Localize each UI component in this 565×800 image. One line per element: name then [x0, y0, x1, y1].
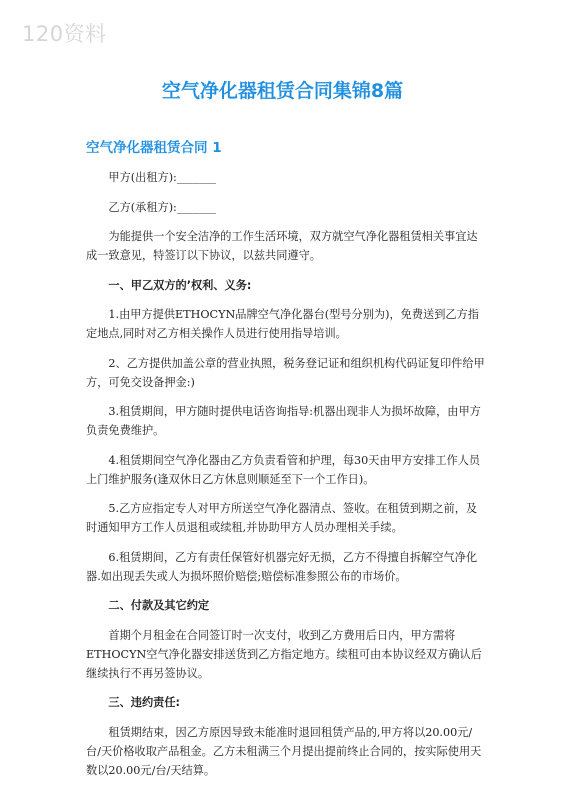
paragraph: 2、乙方提供加盖公章的营业执照，税务登记证和组织机构代码证复印件给甲方，可免交设备押金:)	[86, 356, 485, 389]
clause-heading: 三、违约责任:	[108, 696, 180, 709]
paragraph: 乙方(承租方):_______	[108, 200, 216, 214]
document-title: 空气净化器租赁合同集锦8篇	[161, 80, 404, 102]
paragraph: 为能提供一个安全洁净的工作生活环境，双方就空气净化器租赁相关事宜达成一致意见，特签订以下协议，以兹共同遵守。	[86, 230, 478, 262]
paragraph: 租赁期结束，因乙方原因导致未能准时退回租赁产品的,甲方将以20.00元/台/天价格收取产品租金。乙方未租满三个月提出提前终止合同的，按实际使用天数以20.00元/台/天结算。	[86, 725, 482, 777]
paragraph: 首期个月租金在合同签订时一次支付，收到乙方费用后日内，甲方需将ETHOCYN空气净化器安排送货到乙方指定地方。续租可由本协议经双方确认后继续执行不再另签协议。	[86, 628, 482, 680]
paragraph: 6.租赁期间，乙方有责任保管好机器完好无损，乙方不得擅自拆解空气净化器.如出现丢失或人为损坏照价赔偿;赔偿标准参照公布的市场价。	[86, 550, 478, 583]
clause-heading: 一、甲乙双方的’权利、义务:	[108, 278, 252, 292]
watermark: 120资料	[22, 22, 107, 46]
clause-heading: 二、付款及其它约定	[108, 599, 210, 612]
contract-body	[86, 168, 486, 790]
paragraph: 5.乙方应指定专人对甲方所送空气净化器清点、签收。在租赁到期之前，及时通知甲方工作人员退租或续租,并协助甲方人员办理相关手续。	[86, 502, 478, 534]
paragraph: 1.由甲方提供ETHOCYN品牌空气净化器台(型号分别为)，免费送到乙方指定地点,同时对乙方相关操作人员进行使用指导培训。	[86, 308, 479, 340]
section-title: 空气净化器租赁合同 1	[86, 140, 222, 156]
paragraph: 3.租赁期间，甲方随时提供电话咨询指导:机器出现非人为损坏故障，由甲方负责免费维护。	[86, 405, 481, 437]
paragraph: 甲方(出租方):_______	[108, 171, 216, 184]
paragraph: 4.租赁期间空气净化器由乙方负责看管和护理，每30天由甲方安排工作人员上门维护服务(逢双休日乙方休息则顺延至下一个工作日)。	[86, 453, 481, 486]
